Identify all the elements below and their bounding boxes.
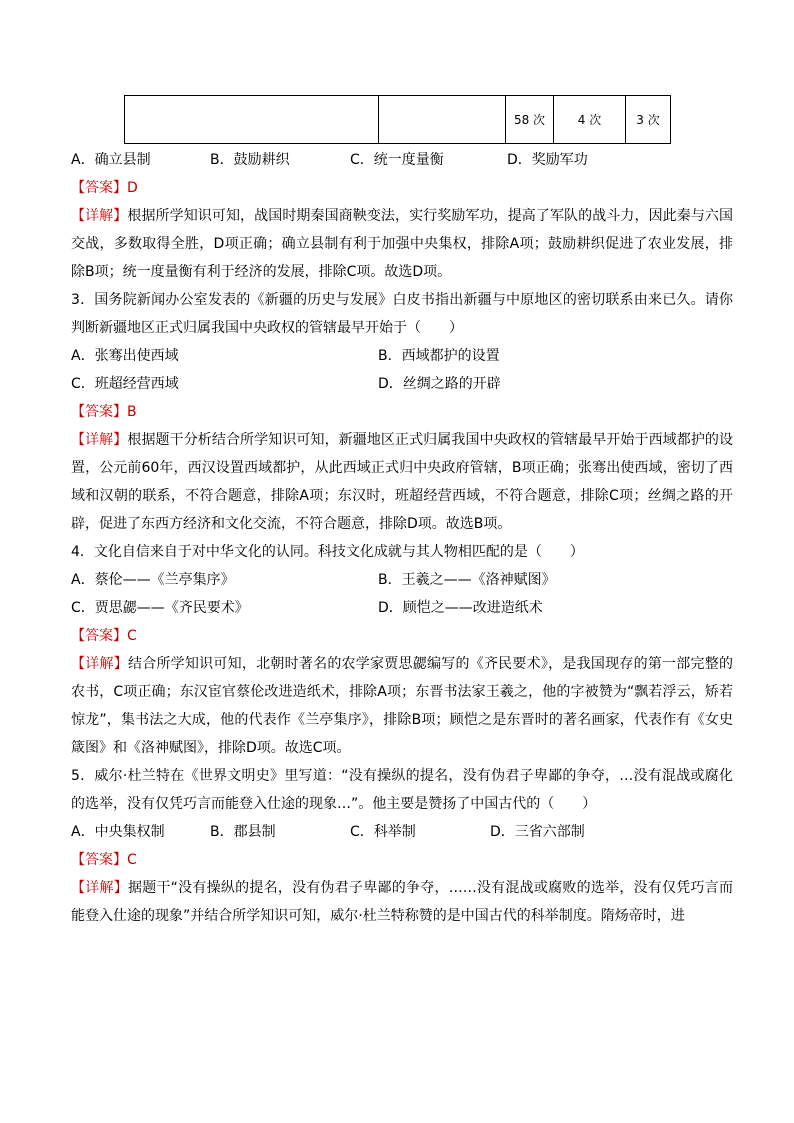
q2-option-d: D．奖励军功	[507, 152, 588, 168]
q3-question: 3．国务院新闻办公室发表的《新疆的历史与发展》白皮书指出新疆与中原地区的密切联系由来已久。请你判断新疆地区正式归属我国中央政权的管辖最早开始于（ ）	[71, 292, 733, 336]
answer-tag: 【答案】	[71, 852, 127, 868]
q5-answer	[71, 846, 733, 874]
q3-answer	[71, 398, 733, 426]
q2-option-a: A．确立县制	[71, 152, 151, 168]
q3-options-row1	[71, 342, 733, 370]
q4-options-row2	[71, 594, 733, 622]
q4-option-a: A．蔡伦——《兰亭集序》	[71, 572, 235, 588]
table-cell	[125, 96, 379, 144]
table-cell	[379, 96, 506, 144]
q3-options-row2	[71, 370, 733, 398]
detail-tag: 【详解】	[71, 432, 128, 448]
q3-option-b: B．西域都护的设置	[378, 348, 500, 364]
answer-value: C	[127, 852, 137, 868]
answer-tag: 【答案】	[71, 180, 127, 196]
q4-option-d: D．顾恺之——改进造纸术	[378, 600, 543, 616]
answer-value: C	[127, 628, 137, 644]
q5-option-c: C．科举制	[350, 824, 416, 840]
q5-option-b: B．郡县制	[210, 824, 276, 840]
detail-tag: 【详解】	[71, 880, 128, 896]
q4-options-row1	[71, 566, 733, 594]
q4-answer	[71, 622, 733, 650]
q3-option-a: A．张骞出使西域	[71, 348, 179, 364]
table-cell: 4 次	[554, 96, 626, 144]
q5-detail	[71, 874, 733, 930]
q2-detail	[71, 202, 733, 286]
q5-option-d: D．三省六部制	[490, 824, 585, 840]
q4-detail	[71, 650, 733, 762]
detail-tag: 【详解】	[71, 208, 128, 224]
detail-tag: 【详解】	[71, 656, 128, 672]
answer-tag: 【答案】	[71, 404, 127, 420]
document-body	[71, 146, 733, 930]
q3-option-d: D．丝绸之路的开辟	[378, 376, 501, 392]
table-row	[125, 96, 671, 144]
q4-option-c: C．贾思勰——《齐民要术》	[71, 600, 249, 616]
q2-option-c: C．统一度量衡	[350, 152, 444, 168]
q5-options	[71, 818, 733, 846]
q4-option-b: B．王羲之——《洛神赋图》	[378, 572, 556, 588]
q2-options	[71, 146, 733, 174]
q5-option-a: A．中央集权制	[71, 824, 165, 840]
table-cell: 3 次	[626, 96, 671, 144]
detail-text: 结合所学知识可知，北朝时著名的农学家贾思勰编写的《齐民要术》，是我国现存的第一部完整的农书，C项正确；东汉宦官蔡伦改进造纸术，排除A项；东晋书法家王羲之，他的字被赞为“飘若浮云，矫若惊龙”，集书法之大成，他的代表作《兰亭集序》，排除B项；顾恺之是东晋时的著名画家，代表作有《女史箴图》和《洛神赋图》，排除D项。故选C项。	[71, 656, 734, 756]
answer-tag: 【答案】	[71, 628, 127, 644]
table-cell: 58 次	[506, 96, 554, 144]
q3-detail	[71, 426, 733, 538]
q2-option-b: B．鼓励耕织	[210, 152, 290, 168]
detail-text: 根据题干分析结合所学知识可知，新疆地区正式归属我国中央政权的管辖最早开始于西域都护的设置，公元前60年，西汉设置西域都护，从此西域正式归中央政府管辖，B项正确；张骞出使西域，密切了西域和汉朝的联系，不符合题意，排除A项；东汉时，班超经营西域，不符合题意，排除C项；丝绸之路的开辟，促进了东西方经济和文化交流，不符合题意，排除D项。故选B项。	[71, 432, 734, 532]
detail-text: 据题干“没有操纵的提名，没有伪君子卑鄙的争夺，……没有混战或腐败的选举，没有仅凭巧言而能登入仕途的现象”并结合所学知识可知，威尔·杜兰特称赞的是中国古代的科举制度。隋炀帝时，进	[71, 880, 733, 924]
q5-question: 5．威尔·杜兰特在《世界文明史》里写道：“没有操纵的提名，没有伪君子卑鄙的争夺，…没有混战或腐化的选举，没有仅凭巧言而能登入仕途的现象…”。他主要是赞扬了中国古代的（ ）	[71, 768, 733, 812]
q2-answer	[71, 174, 733, 202]
answer-value: D	[127, 180, 138, 196]
q4-question: 4．文化自信来自于对中华文化的认同。科技文化成就与其人物相匹配的是（ ）	[71, 544, 584, 560]
q3-option-c: C．班超经营西域	[71, 376, 179, 392]
detail-text: 根据所学知识可知，战国时期秦国商鞅变法，实行奖励军功，提高了军队的战斗力，因此秦与六国交战，多数取得全胜，D项正确；确立县制有利于加强中央集权，排除A项；鼓励耕织促进了农业发展，排除B项；统一度量衡有利于经济的发展，排除C项。故选D项。	[71, 208, 734, 280]
answer-value: B	[127, 404, 137, 420]
table-fragment	[124, 95, 671, 144]
